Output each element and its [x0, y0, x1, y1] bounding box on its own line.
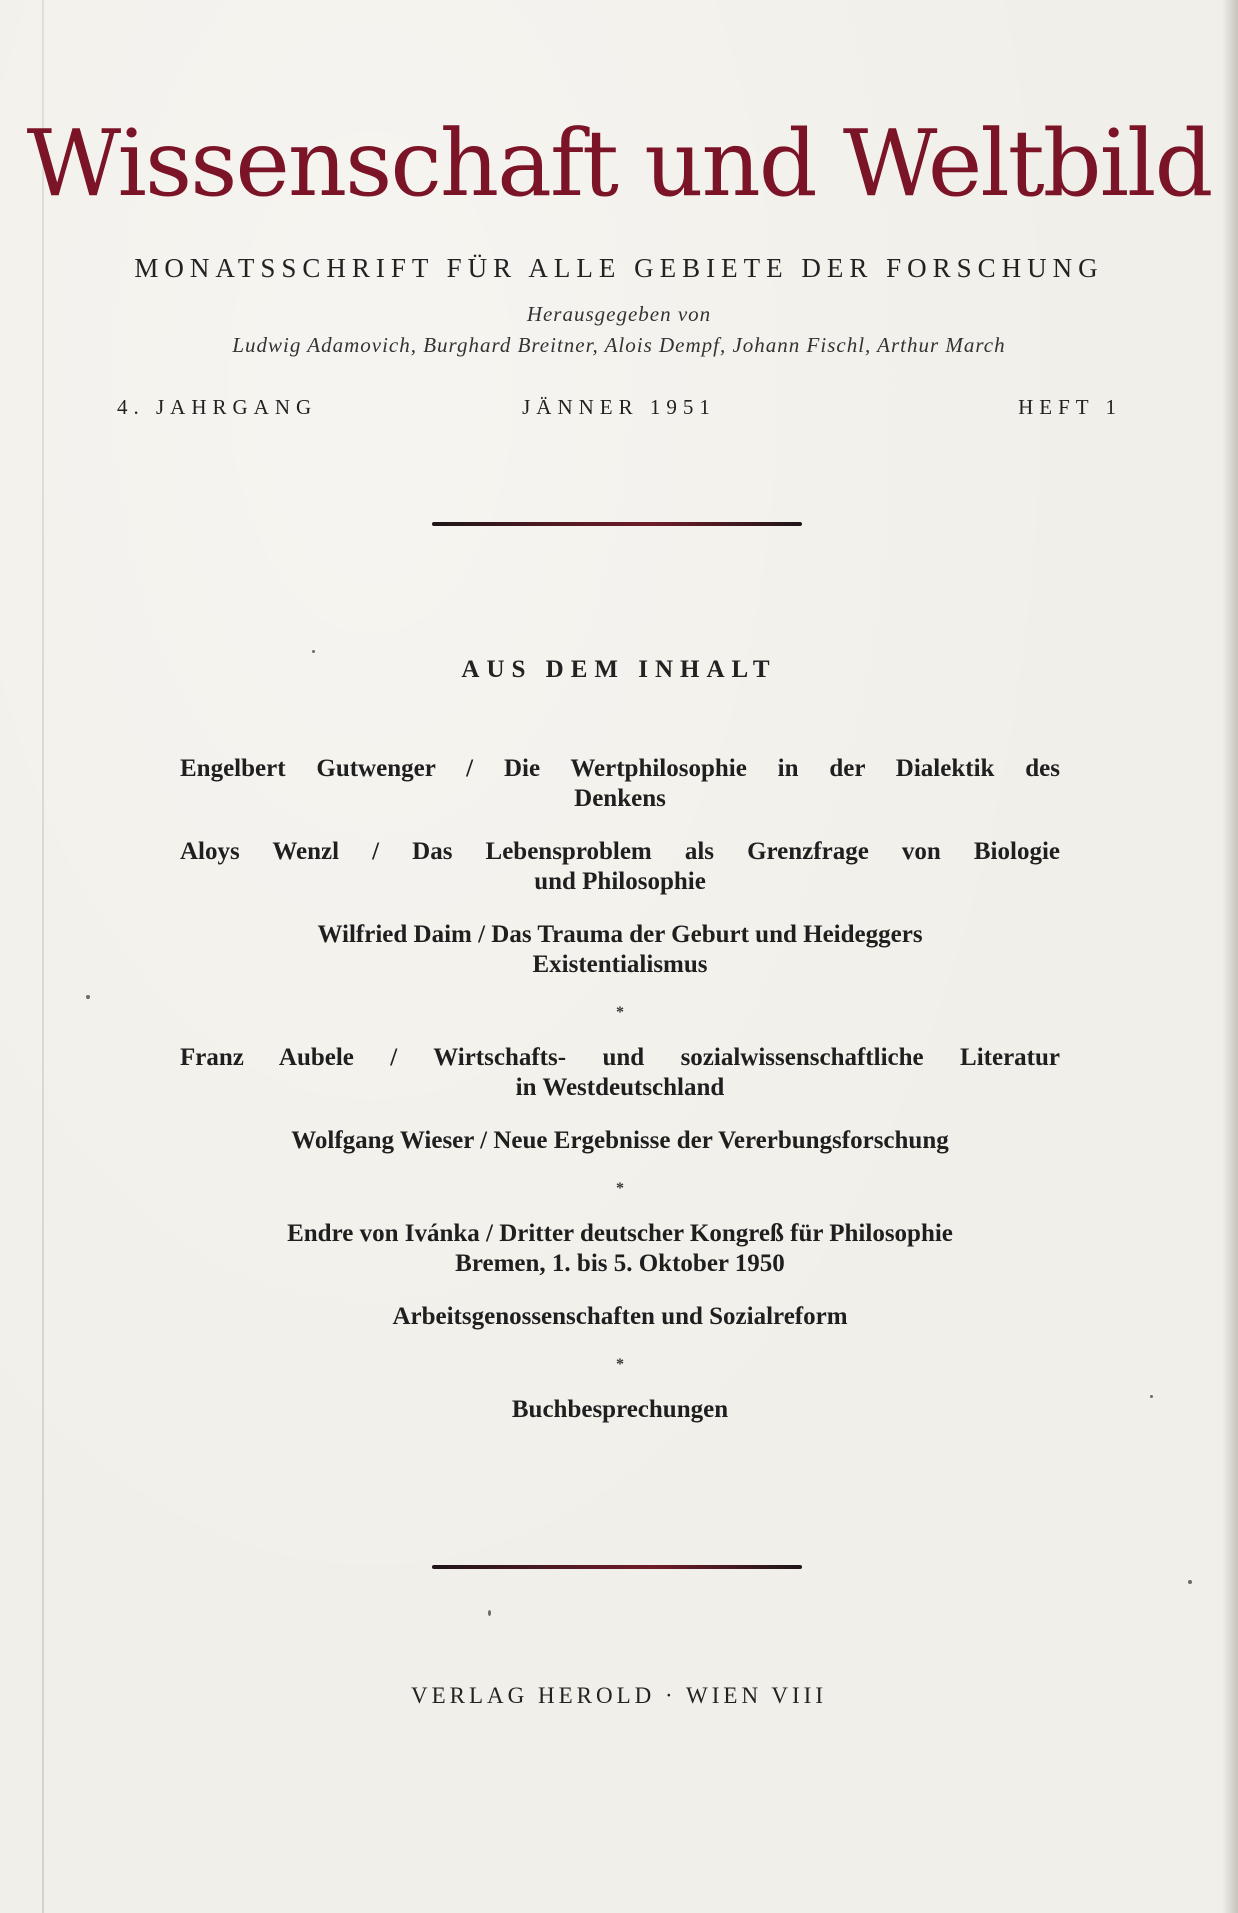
- editors-list: Ludwig Adamovich, Burghard Breitner, Alois Dempf, Johann Fischl, Arthur March: [232, 333, 1006, 357]
- toc-entry-line: Franz Aubele / Wirtschafts- und sozialwissenschaftliche Literatur: [180, 1044, 1060, 1071]
- toc-entry-line: Bremen, 1. bis 5. Oktober 1950: [455, 1250, 785, 1277]
- paper-speck: [488, 1610, 491, 1616]
- decorative-rule-bottom: [432, 1565, 802, 1569]
- toc-entry-line: Engelbert Gutwenger / Die Wertphilosophie in der Dialektik des: [180, 755, 1060, 782]
- section-separator: *: [616, 1356, 624, 1373]
- page-edge-shadow: [1222, 0, 1238, 1913]
- paper-speck: [312, 650, 315, 653]
- issue-date: JÄNNER 1951: [522, 395, 716, 419]
- toc-entry-line: Endre von Ivánka / Dritter deutscher Kongreß für Philosophie: [287, 1220, 953, 1247]
- toc-entry-line: Existentialismus: [532, 951, 708, 978]
- toc-entry-line: Wolfgang Wieser / Neue Ergebnisse der Vererbungsforschung: [291, 1127, 949, 1154]
- toc-entry: [180, 837, 1060, 897]
- page-edge-line: [42, 0, 44, 1913]
- toc-entry-line: Buchbesprechungen: [511, 1396, 729, 1423]
- toc-entry: [180, 1126, 1060, 1156]
- toc-entry-line: und Philosophie: [534, 868, 706, 895]
- journal-subtitle: MONATSSCHRIFT FÜR ALLE GEBIETE DER FORSCHUNG: [134, 253, 1104, 283]
- toc-entry-line: Wilfried Daim / Das Trauma der Geburt und Heideggers: [317, 921, 923, 948]
- toc-entry: [180, 1043, 1060, 1103]
- toc-entry: [180, 1302, 1060, 1332]
- paper-speck: [1188, 1580, 1192, 1584]
- decorative-rule-top: [432, 522, 802, 526]
- toc-entry-line: Arbeitsgenossenschaften und Sozialreform: [392, 1303, 848, 1330]
- issue-number: HEFT 1: [1018, 395, 1122, 419]
- editors-label: Herausgegeben von: [526, 302, 712, 326]
- toc-entry: [180, 754, 1060, 814]
- table-of-contents: [180, 754, 1060, 1448]
- toc-entry-line: Aloys Wenzl / Das Lebensproblem als Grenzfrage von Biologie: [180, 838, 1060, 865]
- toc-entry-line: Denkens: [574, 785, 666, 812]
- section-separator: *: [616, 1180, 624, 1197]
- paper-speck: [1150, 1395, 1153, 1398]
- contents-heading: AUS DEM INHALT: [461, 656, 777, 683]
- section-separator: *: [616, 1004, 624, 1021]
- toc-entry-line: in Westdeutschland: [515, 1074, 725, 1101]
- volume-label: 4. JAHRGANG: [117, 395, 318, 419]
- paper-speck: [86, 995, 90, 999]
- publisher-line: VERLAG HEROLD · WIEN VIII: [411, 1683, 827, 1708]
- journal-title: Wissenschaft und Weltbild: [26, 110, 1212, 217]
- toc-entry: [180, 1395, 1060, 1425]
- toc-entry: [180, 1219, 1060, 1279]
- toc-entry: [180, 920, 1060, 980]
